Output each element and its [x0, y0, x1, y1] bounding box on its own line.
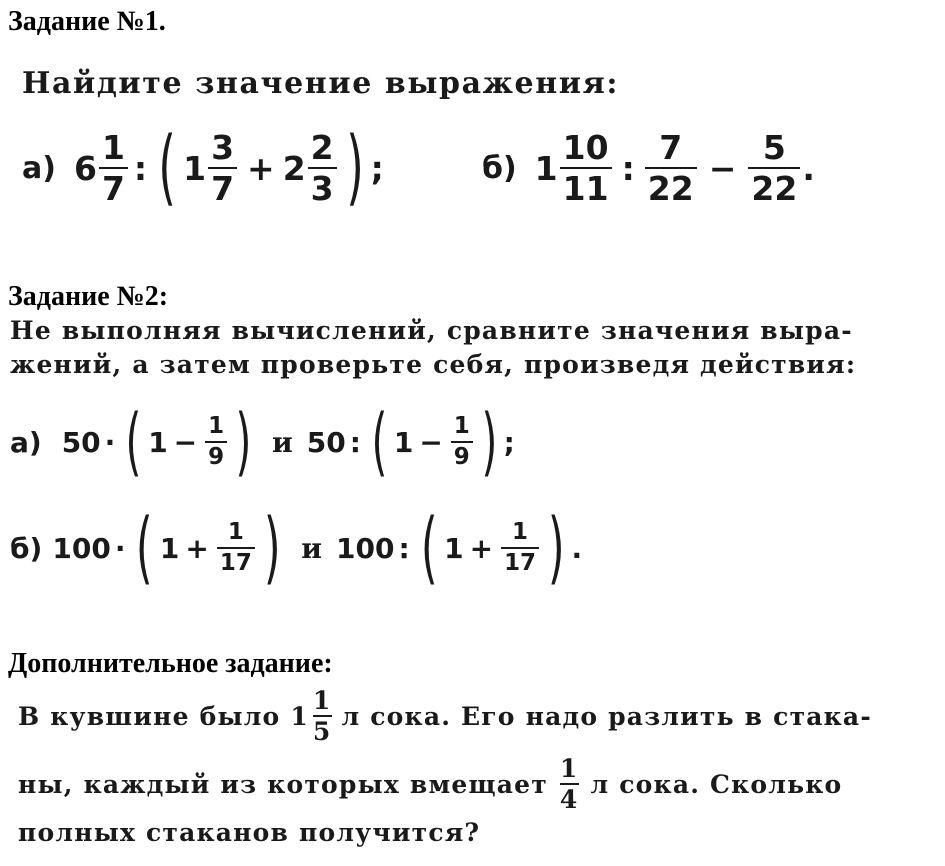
task2-heading: Задание №2:	[8, 281, 169, 312]
fraction	[308, 128, 337, 208]
conjunction: и	[301, 531, 323, 565]
denominator: 17	[504, 550, 537, 576]
task1-instruction: Найдите значение выражения:	[22, 66, 620, 101]
task1-expression-a	[22, 122, 384, 214]
number: 1	[159, 531, 180, 565]
denominator: 9	[453, 444, 470, 470]
item-label: а)	[22, 150, 56, 186]
numerator: 2	[310, 128, 334, 167]
fraction	[208, 128, 237, 208]
whole-number: 6	[73, 148, 97, 188]
task2-instruction-line1: Не выполняя вычислений, сравните значения выра-	[10, 316, 853, 345]
numerator: 1	[101, 128, 125, 167]
left-paren: (	[420, 503, 438, 593]
extra-text: л сока. Его надо разлить в стака-	[341, 701, 872, 731]
conjunction: и	[272, 425, 293, 459]
numerator: 1	[227, 519, 244, 546]
fraction	[501, 521, 539, 575]
right-paren: )	[235, 399, 252, 485]
numerator: 10	[562, 128, 609, 167]
extra-text: л сока. Сколько	[590, 769, 843, 799]
number: 50	[306, 425, 346, 459]
number: 50	[61, 425, 101, 459]
right-paren: )	[481, 399, 498, 485]
right-paren: )	[547, 503, 565, 593]
number: 1	[393, 425, 414, 459]
right-paren: )	[345, 120, 364, 215]
denominator: 3	[310, 169, 334, 208]
numerator: 5	[762, 128, 786, 167]
operator: :	[133, 148, 148, 188]
extra-line3: полных стаканов получится?	[18, 818, 481, 847]
extra-line2	[18, 752, 842, 816]
item-label: б)	[482, 150, 517, 186]
extra-line1	[18, 684, 872, 748]
task2-instruction-line2: жений, а затем проверьте себя, произведя действия:	[10, 350, 857, 379]
operator: −	[173, 425, 198, 459]
left-paren: (	[136, 503, 154, 593]
end-punct: .	[802, 148, 815, 188]
item-label: б)	[10, 531, 43, 565]
fraction	[451, 415, 473, 469]
fraction	[560, 128, 612, 208]
operator: +	[469, 531, 494, 565]
whole-number: 1	[183, 148, 207, 188]
operator: :	[349, 425, 361, 459]
operator: +	[247, 148, 275, 188]
fraction	[645, 128, 697, 208]
denominator: 22	[751, 169, 798, 208]
number: 100	[52, 531, 111, 565]
denominator: 11	[562, 169, 609, 208]
extra-text: ны, каждый из которых вмещает	[18, 769, 548, 799]
task1-heading: Задание №1.	[8, 6, 166, 37]
fraction	[748, 128, 800, 208]
task2-expression-b	[10, 505, 582, 591]
numerator: 1	[512, 519, 529, 546]
left-paren: (	[158, 120, 176, 215]
number: 1	[148, 425, 168, 459]
operator: −	[419, 425, 443, 459]
extra-text: В кувшине было 1	[18, 701, 309, 731]
extra-heading: Дополнительное задание:	[8, 648, 333, 679]
number: 1	[444, 531, 464, 565]
denominator: 5	[312, 717, 332, 746]
operator: :	[621, 148, 635, 188]
left-paren: (	[125, 399, 142, 485]
end-punct: .	[571, 531, 583, 565]
numerator: 3	[211, 128, 235, 167]
denominator: 9	[208, 444, 225, 470]
whole-number: 1	[534, 148, 558, 188]
task1-expression-b	[482, 122, 815, 214]
fraction	[560, 756, 579, 812]
numerator: 1	[312, 686, 332, 715]
denominator: 7	[101, 169, 125, 208]
fraction	[99, 128, 128, 208]
end-punct: ;	[503, 425, 515, 459]
whole-number: 2	[282, 148, 306, 188]
denominator: 22	[647, 169, 694, 208]
fraction	[217, 521, 255, 575]
operator: −	[708, 148, 737, 188]
denominator: 7	[211, 169, 235, 208]
numerator: 7	[659, 128, 683, 167]
fraction	[205, 415, 227, 469]
denominator: 4	[559, 785, 579, 814]
task2-expression-a	[10, 399, 515, 485]
operator: +	[185, 531, 209, 565]
fraction	[313, 688, 332, 744]
item-label: а)	[10, 425, 42, 459]
operator: ·	[104, 425, 116, 459]
numerator: 1	[208, 413, 225, 440]
numerator: 1	[559, 754, 579, 783]
denominator: 17	[219, 550, 252, 576]
numerator: 1	[453, 413, 470, 440]
number: 100	[336, 531, 395, 565]
end-punct: ;	[370, 148, 384, 188]
left-paren: (	[371, 399, 388, 485]
operator: :	[398, 531, 410, 565]
operator: ·	[114, 531, 126, 565]
right-paren: )	[263, 503, 281, 593]
